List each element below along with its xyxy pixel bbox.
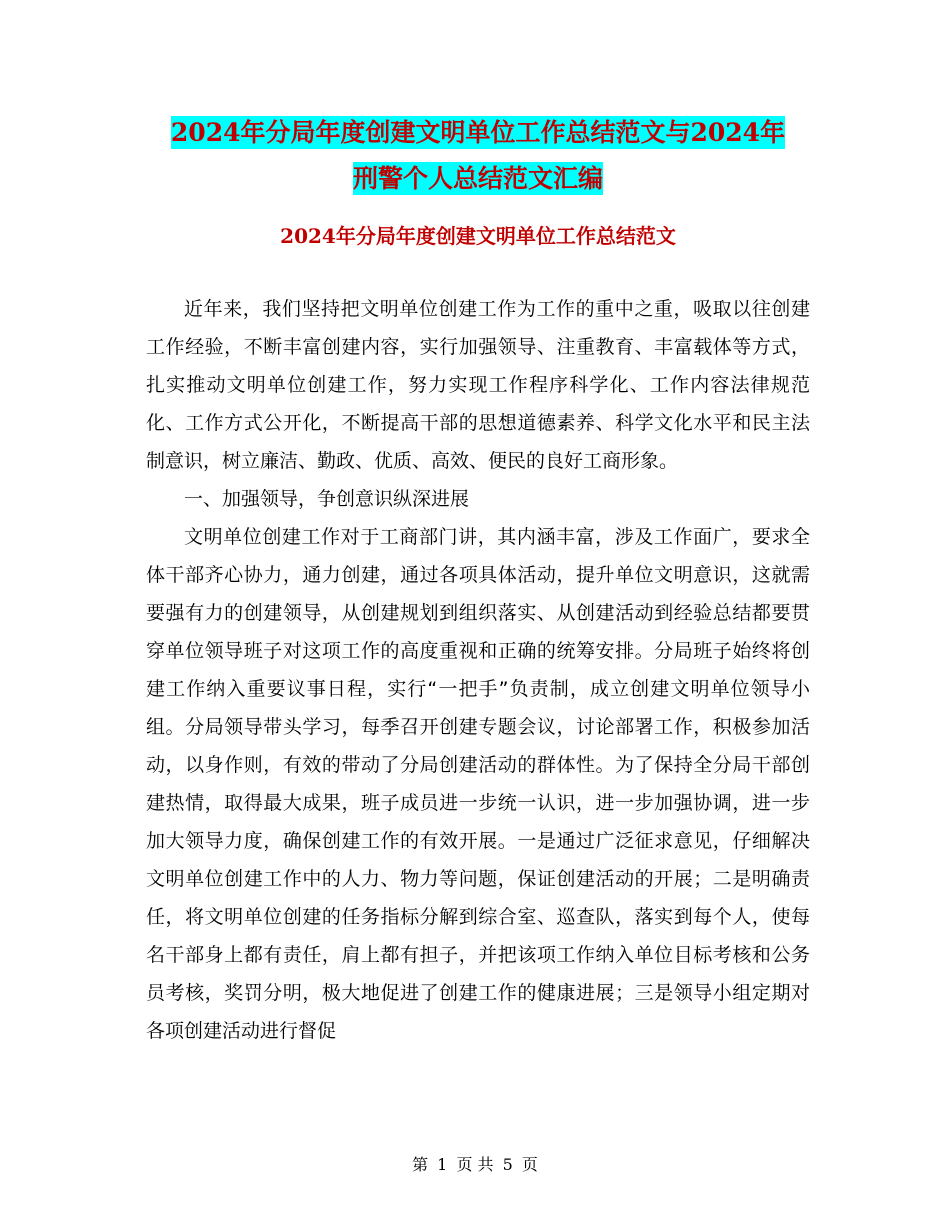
title-line-1: 2024年分局年度创建文明单位工作总结范文与2024年 [170, 118, 786, 147]
paragraph-body: 文明单位创建工作对于工商部门讲，其内涵丰富，涉及工作面广，要求全体干部齐心协力，通力创建，通过各项具体活动，提升单位文明意识，这就需要强有力的创建领导，从创建规划到组织落实、从创建活动到经验总结都要贯穿单位领导班子对这项工作的高度重视和正确的统筹安排。分局班子始终将创建工作纳入重要议事日程，实行“一把手”负责制，成立创建文明单位领导小组。分局领导带头学习，每季召开创建专题会议，讨论部署工作，积极参加活动，以身作则，有效的带动了分局创建活动的群体性。为了保持全分局干部创建热情，取得最大成果，班子成员进一步统一认识，进一步加强协调，进一步加大领导力度，确保创建工作的有效开展。一是通过广泛征求意见，仔细解决文明单位创建工作中的人力、物力等问题，保证创建活动的开展；二是明确责任，将文明单位创建的任务指标分解到综合室、巡查队，落实到每个人，使每名干部身上都有责任，肩上都有担子，并把该项工作纳入单位目标考核和公务员考核，奖罚分明，极大地促进了创建工作的健康进展；三是领导小组定期对各项创建活动进行督促 [146, 526, 810, 1042]
paragraph-intro: 近年来，我们坚持把文明单位创建工作为工作的重中之重，吸取以往创建工作经验，不断丰富创建内容，实行加强领导、注重教育、丰富载体等方式，扎实推动文明单位创建工作，努力实现工作程序科学化、工作内容法律规范化、工作方式公开化，不断提高干部的思想道德素养、科学文化水平和民主法制意识，树立廉洁、勤政、优质、高效、便民的良好工商形象。 [146, 298, 810, 472]
footer-page-number: 1 [437, 1155, 448, 1174]
footer-suffix: 页 [521, 1155, 538, 1174]
footer-prefix: 第 [412, 1155, 429, 1174]
document-body [146, 290, 810, 1050]
document-title [146, 110, 810, 202]
title-line-2: 刑警个人总结范文汇编 [352, 164, 603, 193]
section-title: 2024年分局年度创建文明单位工作总结范文 [280, 224, 676, 248]
paragraph-heading: 一、加强领导，争创意识纵深进展 [184, 488, 470, 510]
page-footer [0, 1152, 950, 1175]
footer-mid: 页 共 [456, 1155, 494, 1174]
footer-total-pages: 5 [502, 1155, 513, 1174]
